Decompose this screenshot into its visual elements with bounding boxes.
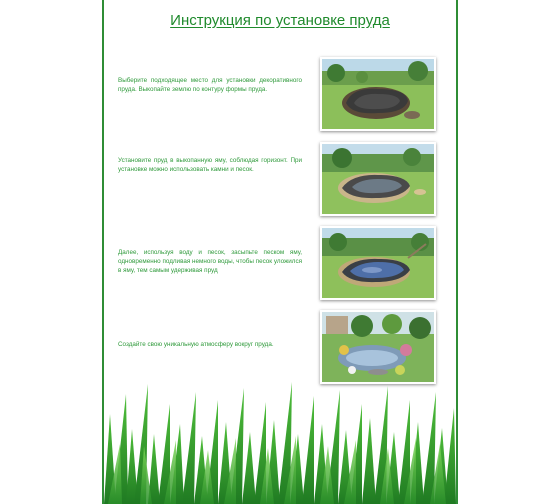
instruction-sheet: [102, 0, 458, 504]
step-2-text: Установите пруд в выкопанную яму, соблюдая горизонт. При установке можно использовать камни и песок.: [118, 157, 302, 173]
step-1-text: Выберите подходящее место для установки декоративного пруда. Выкопайте землю по контуру формы пруда.: [118, 77, 302, 93]
step-4-text: Создайте свою уникальную атмосферу вокруг пруда.: [118, 341, 274, 348]
step-3-illustration: [320, 226, 436, 300]
grass-decoration: [104, 374, 456, 504]
step-2-illustration: [320, 142, 436, 216]
step-3-text: Далее, используя воду и песок, засыпьте песком яму, одновременно подливая немного воды, чтобы песок уложился в яму, тем самым удерживая пруд: [118, 249, 302, 274]
step-4-illustration: [320, 310, 436, 384]
page-title: Инструкция по установке пруда: [170, 12, 390, 29]
step-1-illustration: [320, 57, 436, 131]
